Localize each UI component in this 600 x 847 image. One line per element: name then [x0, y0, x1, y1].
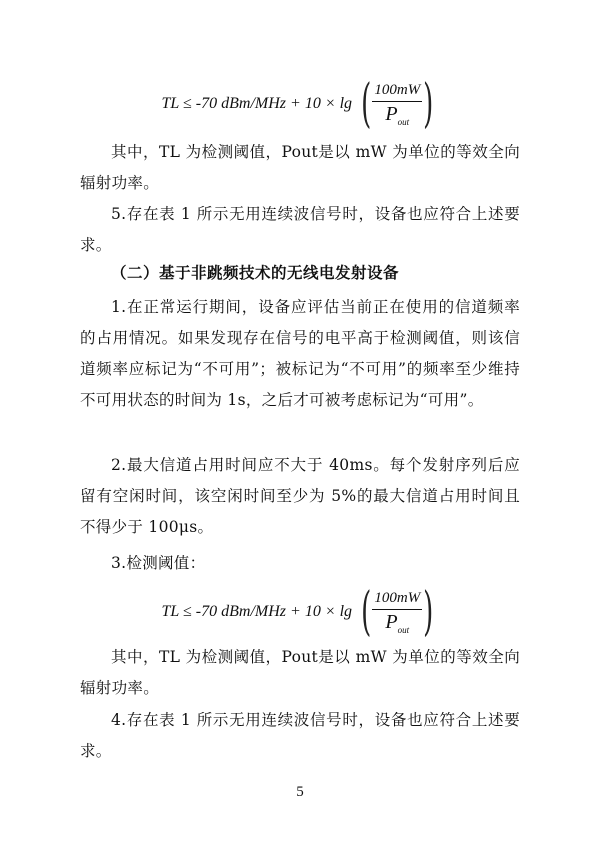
formula-fraction [372, 82, 422, 127]
formula-numerator: 100mW [372, 82, 422, 102]
formula-denominator: $P_{out}$ [385, 610, 410, 635]
formula-denominator: $P_{out}$ [385, 102, 410, 127]
formula-lhs: TL ≤ -70 dBm/MHz + 10 × lg [161, 95, 353, 112]
page-number: 5 [296, 784, 304, 800]
paragraph-tl-definition-1: 其中，TL 为检测阈值，Pout是以 mW 为单位的等效全向辐射功率。 [80, 143, 520, 192]
formula-lhs: TL ≤ -70 dBm/MHz + 10 × lg [161, 603, 353, 620]
formula-detection-threshold-1 [0, 74, 600, 134]
formula-parenthesis [356, 74, 438, 134]
section-heading: （二）基于非跳频技术的无线电发射设备 [111, 264, 400, 282]
formula-parenthesis [356, 582, 438, 642]
paragraph-item-4: 4.存在表 1 所示无用连续波信号时，设备也应符合上述要求。 [80, 711, 520, 760]
paragraph-tl-definition-2: 其中，TL 为检测阈值，Pout是以 mW 为单位的等效全向辐射功率。 [80, 648, 520, 697]
formula-fraction [372, 590, 422, 635]
paragraph-item-2: 2.最大信道占用时间应不大于 40ms。每个发射序列后应留有空闲时间，该空闲时间至少为 5%的最大信道占用时间且不得少于 100μs。 [80, 456, 520, 536]
left-paren: ( [361, 582, 372, 642]
right-paren: ) [423, 74, 434, 134]
paragraph-item-3: 3.检测阈值： [111, 554, 206, 572]
right-paren: ) [423, 582, 434, 642]
left-paren: ( [361, 74, 372, 134]
formula-detection-threshold-2 [0, 582, 600, 642]
formula-numerator: 100mW [372, 590, 422, 610]
paragraph-item-5: 5.存在表 1 所示无用连续波信号时，设备也应符合上述要求。 [80, 205, 520, 254]
paragraph-item-1: 1.在正常运行期间，设备应评估当前正在使用的信道频率的占用情况。如果发现存在信号的电平高于检测阈值，则该信道频率应标记为“不可用”；被标记为“不可用”的频率至少维持不可用状态的时间为 1s，之后才可被考虑标记为“可用”。 [80, 298, 520, 409]
